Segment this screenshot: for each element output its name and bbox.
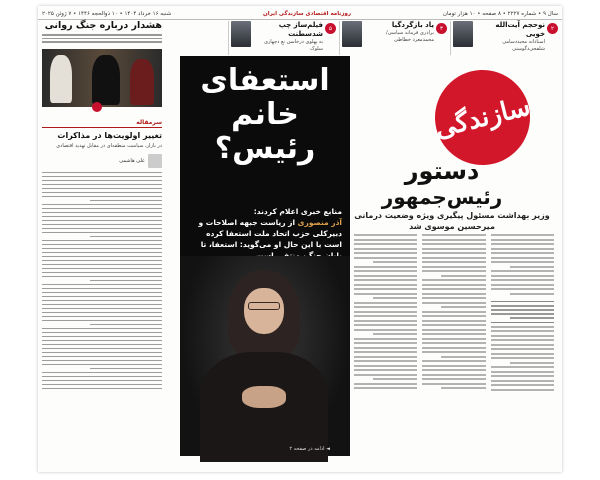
teaser-photo: [342, 21, 362, 47]
editorial-author: [42, 154, 162, 168]
main-article-body: [354, 234, 554, 460]
teaser-title: یاد بازگردگیا: [391, 21, 434, 29]
main-subhead: وزیر بهداشت مسئول پیگیری ویژه وضعیت درمانی میرحسین موسوی شد: [354, 211, 550, 231]
author-name: علی هاشمی: [119, 157, 145, 164]
section-label: سرمقاله: [42, 119, 162, 128]
feature-headline: [180, 64, 350, 166]
page-badge: ۵: [325, 23, 336, 34]
issue-info: سال ۹ • شماره ۲۲۲۷ • ۸ صفحه • ۱۰ هزار تومان: [442, 10, 558, 17]
editorial-headline[interactable]: تغییر اولویت‌ها در مذاکرات: [57, 130, 162, 140]
editorial-body: [42, 172, 162, 390]
feature-headline-line-3: رئیس؟: [214, 131, 316, 166]
feature-lede: [188, 206, 342, 261]
page-badge: ۳: [436, 23, 447, 34]
editorial-subtitle: در بازار، سیاست منطقه‌ای در مقابل تهدید اقتصادی: [56, 142, 162, 149]
photo-caption: ◄ ادامه در صفحه ۲: [289, 446, 330, 452]
teaser-title: فیلم‌ساز چپ شدسطنت: [278, 21, 323, 38]
left-headline[interactable]: هشدار درباره جنگ روانی: [44, 20, 162, 31]
feature-panel[interactable]: [180, 56, 350, 456]
left-column: [42, 20, 162, 470]
logo-text: سازندگی: [431, 90, 534, 144]
issue-date: شنبه ۱۶ خرداد ۱۴۰۴ • ۱۰ ذوالحجه ۱۴۴۶ • ۷ ژوئن ۲۰۲۵: [42, 10, 172, 17]
headline-line-2: رئیس‌جمهور: [381, 185, 503, 209]
main-headline[interactable]: [372, 158, 512, 209]
teaser-item[interactable]: [450, 21, 558, 55]
teaser-text: به پهلوی درخاسن نع دچهاری سلوک: [263, 39, 323, 52]
paper-tagline: روزنامه اقتصادی سازندگی ایران: [263, 10, 352, 17]
article-column: [354, 234, 417, 460]
inset-box: [491, 301, 554, 323]
teaser-item[interactable]: [228, 21, 336, 55]
header-teasers: [228, 21, 558, 55]
teaser-title: نوحجم آیت‌الله خویی: [495, 21, 545, 38]
left-summary: [42, 34, 162, 43]
lede-part-2: از ریاست جبهه اصلاحات و دبیرکلی حزب اتحاد ملت استعفا کرده است با این حال او می‌گوید: استعفا، تا: [198, 218, 342, 249]
teaser-photo: [231, 21, 251, 47]
headline-line-1: دستور: [404, 157, 480, 185]
teaser-text: برادری فرمانه سیاسی/ محمدمعرد خطاطی: [386, 30, 434, 43]
lede-highlight: آذر منصوری: [297, 218, 342, 227]
masthead-logo: [415, 62, 550, 172]
page-badge: ۲: [547, 23, 558, 34]
lede-part-1: منابع خبری اعلام کردند:: [253, 207, 342, 216]
teaser-photo: [453, 21, 473, 47]
feature-headline-line-2: خانم: [231, 97, 299, 132]
article-column: [422, 234, 485, 460]
teaser-item[interactable]: [339, 21, 447, 55]
author-avatar: [148, 154, 162, 168]
feature-photo: [180, 256, 350, 456]
feature-headline-line-1: استعفای: [200, 63, 330, 98]
teaser-text: اسنادانه محیددسامی شلفحی‌دگوستی: [502, 39, 545, 52]
left-photo: [42, 49, 162, 107]
article-column: [491, 234, 554, 460]
newspaper-front-page: [38, 6, 562, 472]
date-bar: [38, 8, 562, 20]
